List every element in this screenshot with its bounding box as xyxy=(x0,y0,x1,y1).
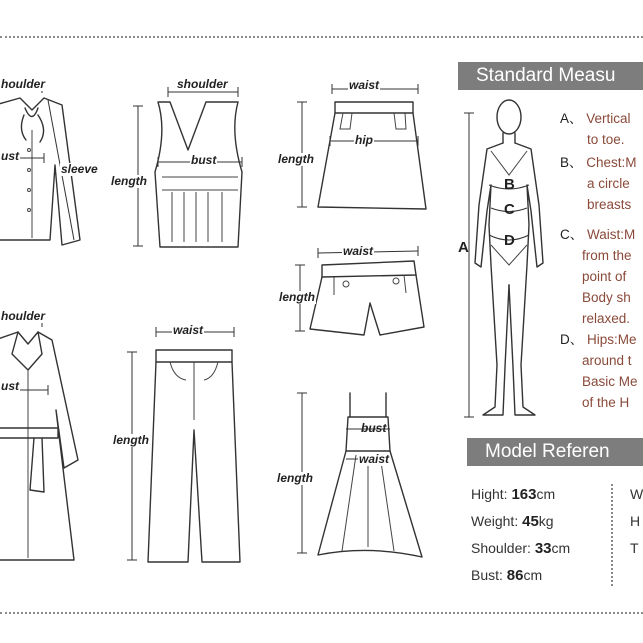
step-d-key: D、 xyxy=(560,332,584,347)
model-shoulder-row xyxy=(471,540,570,557)
model-shoulder-label: Shoulder: xyxy=(471,540,535,556)
vest-diagram xyxy=(110,72,260,257)
figure-label-a: A xyxy=(458,239,469,256)
bottom-border xyxy=(0,612,643,614)
model-shoulder-unit: cm xyxy=(551,540,571,556)
step-a-key: A、 xyxy=(560,111,583,126)
model-height-unit: cm xyxy=(536,486,556,502)
vest-bust-label: bust xyxy=(191,153,217,167)
body-figure-drawing xyxy=(455,95,555,425)
step-b-key: B、 xyxy=(560,155,583,170)
model-right-col-3: T xyxy=(630,540,639,556)
vest-drawing xyxy=(110,72,260,257)
step-d-line-2: around t xyxy=(582,353,632,368)
model-height-row xyxy=(471,486,555,503)
step-c-line-2: from the xyxy=(582,248,632,263)
step-d xyxy=(560,329,638,413)
step-a-line-2: to toe. xyxy=(587,132,625,147)
model-right-col-1: W xyxy=(630,486,643,502)
shorts-length-label: length xyxy=(279,290,315,304)
skirt-length-label: length xyxy=(278,152,314,166)
step-a-line-1: Vertical xyxy=(586,111,631,126)
model-weight-value: 45 xyxy=(522,513,539,530)
step-d-line-1: Hips:Me xyxy=(587,332,637,347)
model-reference-title: Model Referen xyxy=(485,441,610,462)
figure-label-c: C xyxy=(504,201,515,218)
model-weight-row xyxy=(471,513,554,530)
dress-bust-label: bust xyxy=(361,421,387,435)
model-shoulder-value: 33 xyxy=(534,540,552,557)
model-height-value: 163 xyxy=(511,486,537,503)
vest-length-label: length xyxy=(111,174,147,188)
shorts-waist-label: waist xyxy=(343,244,374,258)
model-reference-banner xyxy=(467,438,643,466)
step-c-line-4: Body sh xyxy=(582,290,631,305)
pants-diagram xyxy=(110,320,260,570)
body-figure xyxy=(455,95,555,425)
standard-measurement-title: Standard Measu xyxy=(476,65,616,86)
model-bust-unit: cm xyxy=(523,567,543,583)
model-right-col-2: H xyxy=(630,513,641,529)
step-d-line-4: of the H xyxy=(582,395,630,410)
step-b-line-1: Chest:M xyxy=(586,155,637,170)
step-c-key: C、 xyxy=(560,227,584,242)
model-weight-unit: kg xyxy=(538,513,554,529)
step-b-line-2: a circle xyxy=(587,176,630,191)
coat-bust-label: ust xyxy=(1,379,19,393)
pants-length-label: length xyxy=(113,433,149,447)
dress-length-label: length xyxy=(277,471,313,485)
shirt-bust-label: ust xyxy=(1,149,19,163)
coat-drawing xyxy=(0,310,110,570)
step-a xyxy=(560,108,631,150)
coat-diagram xyxy=(0,310,110,570)
step-c-line-5: relaxed. xyxy=(582,311,631,326)
shirt-diagram xyxy=(0,70,110,250)
step-c-line-1: Waist:M xyxy=(587,227,636,242)
figure-label-b: B xyxy=(504,176,515,193)
standard-measurement-banner xyxy=(458,62,643,90)
top-border xyxy=(0,36,643,38)
dress-diagram xyxy=(272,385,447,570)
coat-shoulder-label: houlder xyxy=(1,309,45,323)
step-b xyxy=(560,152,637,215)
skirt-waist-label: waist xyxy=(349,78,380,92)
model-bust-value: 86 xyxy=(506,567,524,584)
step-c xyxy=(560,224,635,329)
model-column-divider xyxy=(611,484,613,586)
dress-waist-label: waist xyxy=(359,452,390,466)
step-c-line-3: point of xyxy=(582,269,627,284)
vest-shoulder-label: shoulder xyxy=(177,77,228,91)
skirt-diagram xyxy=(272,75,447,220)
model-bust-row xyxy=(471,567,542,584)
skirt-hip-label: hip xyxy=(355,133,373,147)
shorts-diagram xyxy=(272,237,447,347)
step-b-line-3: breasts xyxy=(587,197,632,212)
figure-label-d: D xyxy=(504,232,515,249)
pants-waist-label: waist xyxy=(173,323,204,337)
model-height-label: Hight: xyxy=(471,486,512,502)
shirt-sleeve-label: sleeve xyxy=(61,162,98,176)
model-bust-label: Bust: xyxy=(471,567,507,583)
skirt-drawing xyxy=(272,75,447,220)
shirt-shoulder-label: houlder xyxy=(1,77,45,91)
step-d-line-3: Basic Me xyxy=(582,374,638,389)
model-weight-label: Weight: xyxy=(471,513,523,529)
